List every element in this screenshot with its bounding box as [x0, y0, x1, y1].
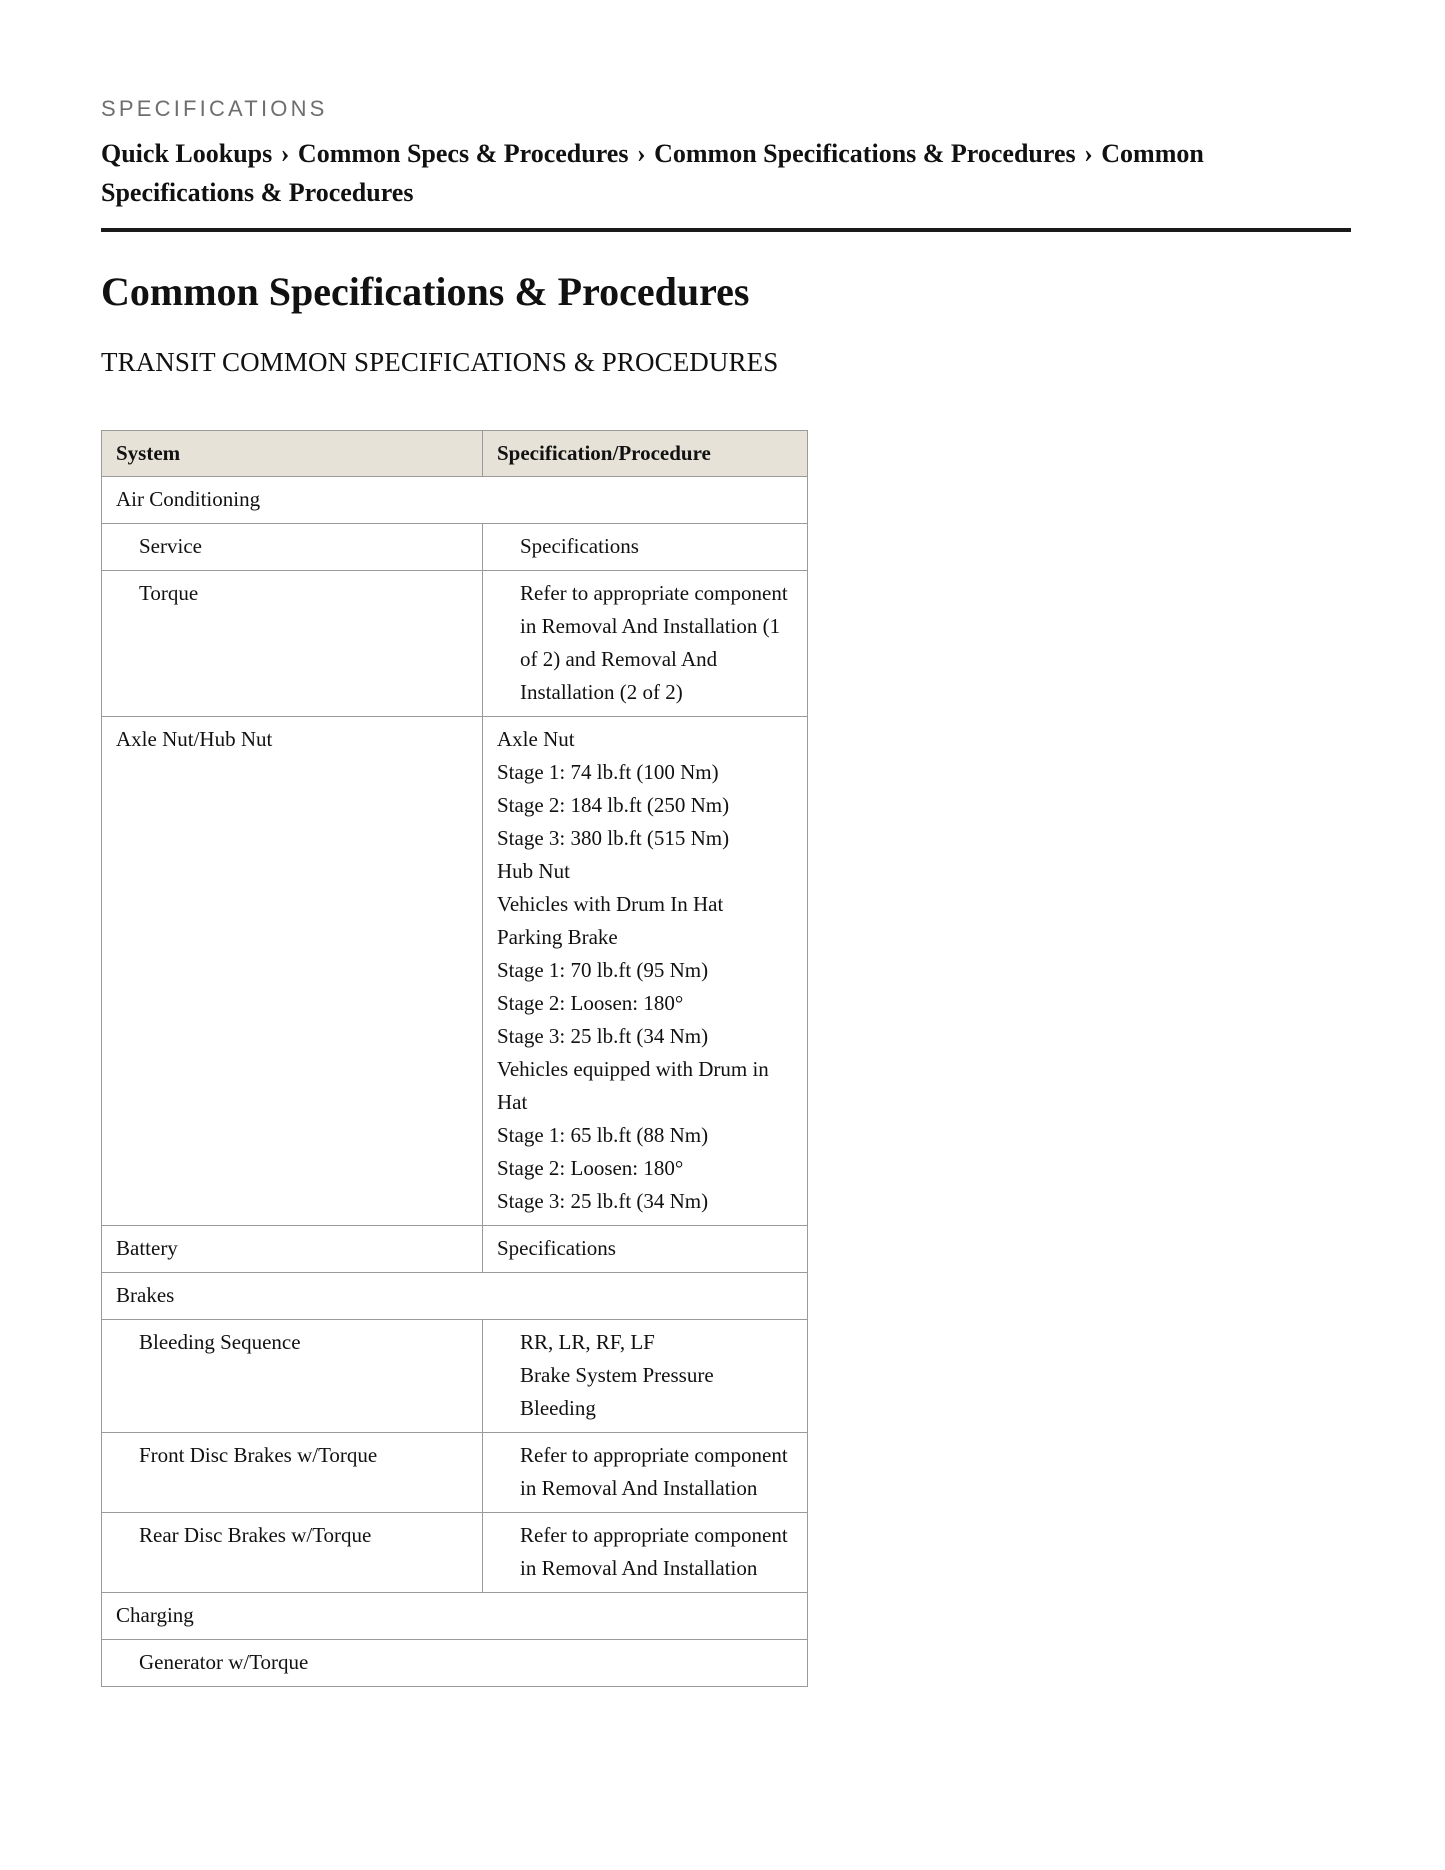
- group-cell-air-conditioning: Air Conditioning: [102, 477, 808, 524]
- system-cell-service: Service: [102, 524, 483, 571]
- page-title: Common Specifications & Procedures: [101, 269, 750, 314]
- system-cell-axle-nut: Axle Nut/Hub Nut: [102, 717, 483, 1226]
- spec-line: Axle Nut: [497, 727, 575, 751]
- column-header-system: System: [102, 431, 483, 477]
- table-row: [102, 1226, 808, 1273]
- spec-line: RR, LR, RF, LF: [520, 1330, 655, 1354]
- group-cell-charging: Charging: [102, 1593, 808, 1640]
- spec-line: Stage 2: 184 lb.ft (250 Nm): [497, 793, 730, 817]
- breadcrumb-separator: ›: [636, 139, 646, 168]
- breadcrumb-current: Common Specifications & Procedures: [101, 139, 1204, 207]
- table-row: [102, 524, 808, 571]
- spec-line: Stage 1: 70 lb.ft (95 Nm): [497, 958, 709, 982]
- spec-line: Vehicles equipped with Drum in Hat: [497, 1057, 769, 1114]
- document-page: [101, 96, 1351, 1674]
- spec-cell-torque: Refer to appropriate component in Removal And Installation (1 of 2) and Removal And Installation (2 of 2): [483, 571, 808, 717]
- breadcrumb-separator: ›: [1084, 139, 1093, 168]
- spec-cell-bleeding-sequence: [483, 1320, 808, 1433]
- table-row: [102, 1513, 808, 1593]
- system-cell-bleeding-sequence: Bleeding Sequence: [102, 1320, 483, 1433]
- spec-line: Stage 1: 65 lb.ft (88 Nm): [497, 1123, 709, 1147]
- page-subtitle: TRANSIT COMMON SPECIFICATIONS & PROCEDURES: [101, 347, 779, 377]
- system-cell-torque: Torque: [102, 571, 483, 717]
- breadcrumb-separator: ›: [280, 139, 290, 168]
- column-header-specification: Specification/Procedure: [483, 431, 808, 477]
- table-row: [102, 1593, 808, 1640]
- spec-cell-axle-nut: [483, 717, 808, 1226]
- spec-line: Stage 2: Loosen: 180°: [497, 991, 684, 1015]
- spec-line: Vehicles with Drum In Hat Parking Brake: [497, 892, 724, 949]
- spec-link-battery-specifications[interactable]: Specifications: [483, 1226, 808, 1273]
- section-label: SPECIFICATIONS: [101, 96, 328, 121]
- table-row: [102, 1273, 808, 1320]
- breadcrumb-link-quick-lookups[interactable]: Quick Lookups: [101, 139, 273, 168]
- header-divider: [101, 228, 1351, 232]
- spec-line: Stage 2: Loosen: 180°: [497, 1156, 684, 1180]
- breadcrumb: [101, 134, 1321, 212]
- spec-line: Stage 3: 25 lb.ft (34 Nm): [497, 1189, 709, 1213]
- table-row: [102, 1433, 808, 1513]
- table-row: [102, 1320, 808, 1433]
- group-cell-brakes: Brakes: [102, 1273, 808, 1320]
- table-row: [102, 477, 808, 524]
- table-row: [102, 717, 808, 1226]
- breadcrumb-link-common-specs[interactable]: Common Specs & Procedures: [297, 139, 629, 168]
- spec-link-service-specifications[interactable]: Specifications: [483, 524, 808, 571]
- spec-cell-front-disc-brakes: Refer to appropriate component in Removal And Installation: [483, 1433, 808, 1513]
- spec-line: Stage 3: 380 lb.ft (515 Nm): [497, 826, 730, 850]
- spec-line: Stage 3: 25 lb.ft (34 Nm): [497, 1024, 709, 1048]
- system-cell-battery: Battery: [102, 1226, 483, 1273]
- spec-line: Stage 1: 74 lb.ft (100 Nm): [497, 760, 719, 784]
- system-cell-rear-disc-brakes: Rear Disc Brakes w/Torque: [102, 1513, 483, 1593]
- spec-cell-rear-disc-brakes: Refer to appropriate component in Removal And Installation: [483, 1513, 808, 1593]
- table-row: [102, 571, 808, 717]
- table-header-row: [102, 431, 808, 477]
- table-row: [102, 1640, 808, 1687]
- specifications-table: [101, 430, 808, 1687]
- spec-line: Hub Nut: [497, 859, 570, 883]
- spec-link-brake-pressure-bleeding[interactable]: Brake System Pressure Bleeding: [520, 1363, 714, 1420]
- system-cell-generator: Generator w/Torque: [102, 1640, 808, 1687]
- breadcrumb-link-common-specifications[interactable]: Common Specifications & Procedures: [654, 139, 1076, 168]
- system-cell-front-disc-brakes: Front Disc Brakes w/Torque: [102, 1433, 483, 1513]
